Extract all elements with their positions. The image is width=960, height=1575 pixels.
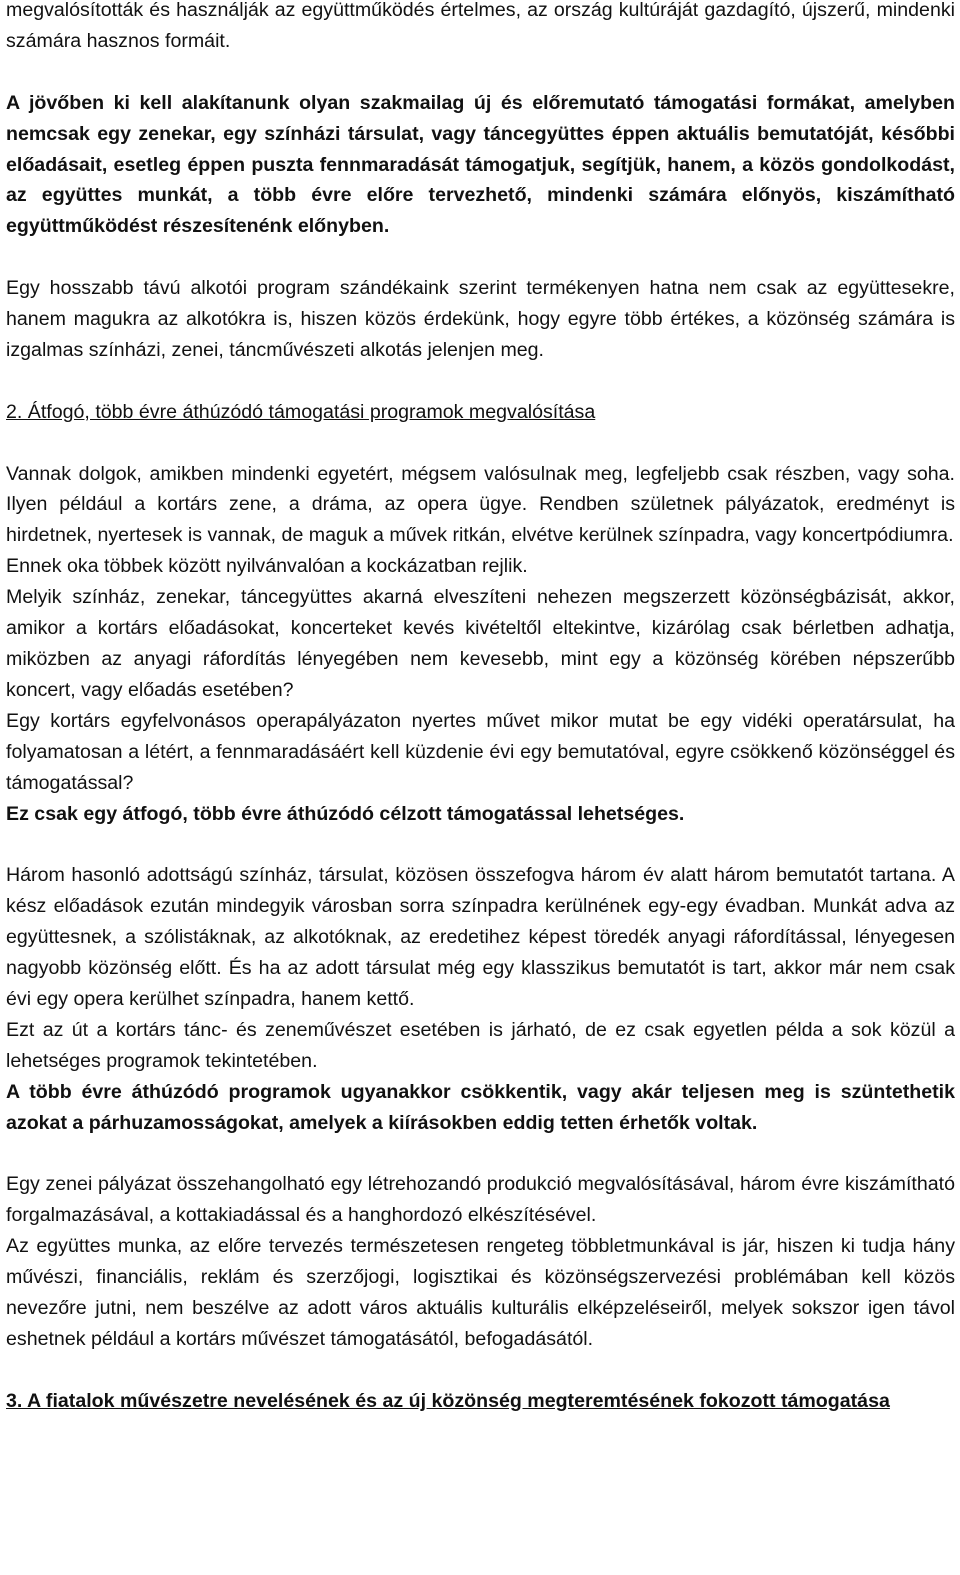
paragraph-gap — [6, 428, 955, 459]
paragraph-gap — [6, 829, 955, 860]
paragraph-dance-music-path: Ezt az út a kortárs tánc- és zeneművészet esetében is járható, de ez csak egyetlen példa a sok közül a lehetséges programok tekintetében. — [6, 1018, 955, 1072]
paragraph-consensus-issues: Vannak dolgok, amikben mindenki egyetért, mégsem valósulnak meg, legfeljebb csak részben, vagy soha. Ilyen például a kortárs zene, a dráma, az opera ügye. Rendben születnek pályázatok, eredményt is hirdetnek, nyertesek is vannak, de maguk a művek ritkán, elvétve kerülnek színpadra, vagy koncertpódiumra. — [6, 462, 955, 547]
paragraph-parallelism-reduction: A több évre áthúzódó programok ugyanakkor csökkentik, vagy akár teljesen meg is szüntethetik azokat a párhuzamosságokat, amelyek a kiírásokben eddig tetten érhetők voltak. — [6, 1080, 955, 1134]
paragraph-long-term-program: Egy hosszabb távú alkotói program szándékaink szerint termékenyen hatna nem csak az együttesekre, hanem magukra az alkotókra is, hiszen közös érdekünk, hogy egyre több értékes, a közönség számára is izgalmas színházi, zenei, táncművészeti alkotás jelenjen meg. — [6, 277, 955, 361]
paragraph-risk-reason: Ennek oka többek között nyilvánvalóan a kockázatban rejlik. — [6, 555, 528, 578]
paragraph-gap — [6, 1355, 955, 1386]
paragraph-future-support-forms: A jövőben ki kell alakítanunk olyan szakmailag új és előremutató támogatási formákat, amelyben nemcsak egy zenekar, egy színházi társulat, vagy táncegyüttes éppen aktuális bemutatóját, későbbi előadásait, esetleg éppen puszta fennmaradását támogatjuk, segítjük, hanem, a közös gondolkodást, az együttes munkát, a több évre előre tervezhető, mindenki számára előnyös, kiszámítható együttműködést részesítenénk előnyben. — [6, 91, 955, 238]
paragraph-audience-risk-question: Melyik színház, zenekar, táncegyüttes akarná elveszíteni nehezen megszerzett közönségbázisát, akkor, amikor a kortárs előadásokat, koncerteket kevés kivételtől eltekintve, kizárólag csak bérletben adhatja, miközben az anyagi ráfordítás lényegében nem kevesebb, mint egy a közönség körében népszerűbb koncert, vagy előadás esetében? — [6, 586, 955, 701]
paragraph-gap — [6, 242, 955, 273]
paragraph-opera-competition-question: Egy kortárs egyfelvonásos operapályázaton nyertes művet mikor mutat be egy vidéki operatársulat, ha folyamatosan a létért, a fennmaradásáért kell küzdenie évi egy bemutatóval, egyre csökkenő közönséggel és támogatással? — [6, 709, 955, 794]
paragraph-music-tender-coordination: Egy zenei pályázat összehangolható egy létrehozandó produkció megvalósításával, három évre kiszámítható forgalmazásával, a kottakiadással és a hanghordozó elkészítésével. — [6, 1173, 955, 1227]
section-heading-2: 2. Átfogó, több évre áthúzódó támogatási programok megvalósítása — [6, 400, 596, 423]
paragraph-targeted-support-statement: Ez csak egy átfogó, több évre áthúzódó célzott támogatással lehetséges. — [6, 802, 685, 825]
paragraph-three-theatres-example: Három hasonló adottságú színház, társulat, közösen összefogva három év alatt három bemutatót tartana. A kész előadások ezután mindegyik városban sorra színpadra kerülnének egy-egy évadban. Munkát adva az együttesnek, a szólistáknak, az alkotóknak, az eredetihez képest töredék anyagi ráfordítással, lényegesen nagyobb közönség előtt. És ha az adott társulat még egy klasszikus bemutatót is tart, akkor már nem csak évi egy opera kerülhet színpadra, hanem kettő. — [6, 864, 955, 1010]
paragraph-intro-continuation: megvalósították és használják az együttműködés értelmes, az ország kultúráját gazdagító, újszerű, mindenki számára hasznos formáit. — [6, 0, 955, 52]
paragraph-gap — [6, 366, 955, 397]
section-heading-3: 3. A fiatalok művészetre nevelésének és az új közönség megteremtésének fokozott támogatása — [6, 1389, 890, 1412]
paragraph-joint-work-challenges: Az együttes munka, az előre tervezés természetesen rengeteg többletmunkával is jár, hiszen ki tudja hány művészi, financiális, reklám és szerzőjogi, logisztikai és közönségszervezési problémában kell közös nevezőre jutni, nem beszélve az adott város aktuális kulturális elképzeléseiről, melyek sokszor igen távol eshetnek például a kortárs művészet támogatásától, befogadásától. — [6, 1235, 955, 1350]
document-page — [6, 0, 955, 1417]
paragraph-gap — [6, 57, 955, 88]
paragraph-gap — [6, 1138, 955, 1169]
